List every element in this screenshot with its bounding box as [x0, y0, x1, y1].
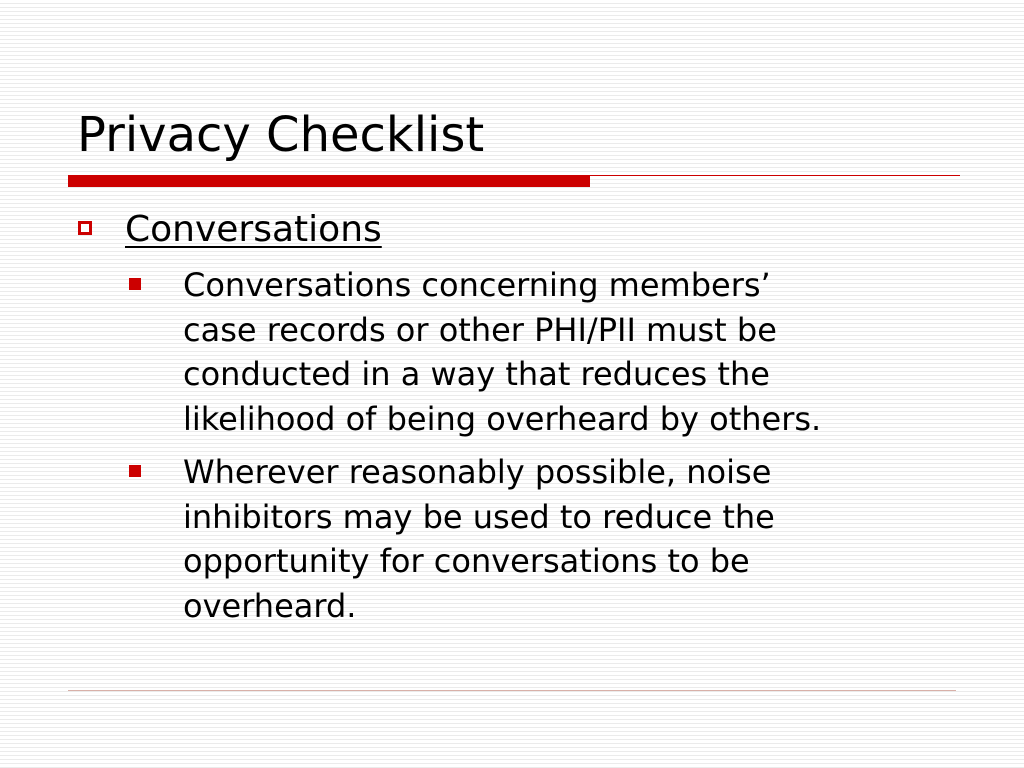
- bullet-item-1-line-1: Conversations concerning members’: [183, 266, 771, 304]
- bullet-item-2-line-3: opportunity for conversations to be: [183, 542, 750, 580]
- section-bullet: [78, 210, 382, 250]
- footer-divider: [68, 690, 956, 691]
- bullet-item-2: [183, 450, 983, 628]
- filled-square-bullet-icon: [129, 465, 141, 477]
- title-underline-thin: [590, 175, 960, 176]
- filled-square-bullet-icon: [129, 278, 141, 290]
- title-underline-thick: [68, 175, 590, 187]
- bullet-item-2-line-1: Wherever reasonably possible, noise: [183, 453, 772, 491]
- bullet-item-1-line-2: case records or other PHI/PII must be: [183, 310, 777, 349]
- bullet-item-1-line-4: likelihood of being overheard by others.: [183, 399, 822, 438]
- bullet-item-2-line-2: inhibitors may be used to reduce the: [183, 497, 775, 536]
- bullet-item-1: [183, 263, 983, 441]
- hollow-square-bullet-icon: [78, 221, 92, 235]
- bullet-item-2-line-4: overheard.: [183, 586, 357, 625]
- bullet-item-1-line-3: conducted in a way that reduces the: [183, 355, 770, 393]
- slide-title: Privacy Checklist: [77, 107, 485, 163]
- section-heading: Conversations: [125, 209, 382, 250]
